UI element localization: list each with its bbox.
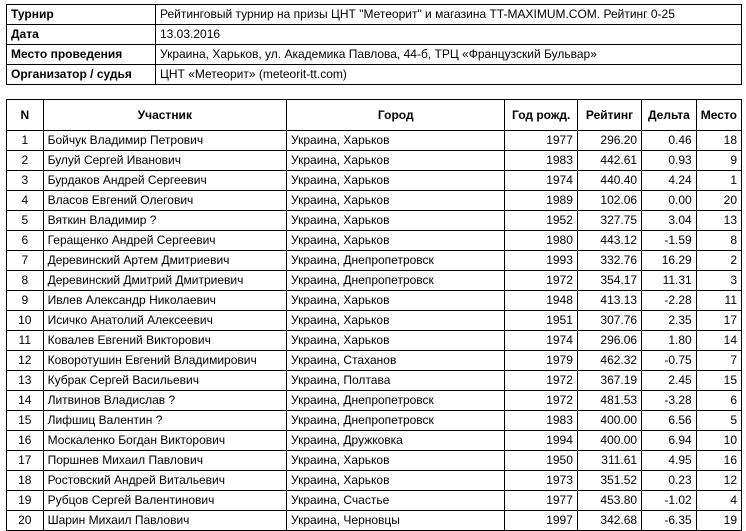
cell-number: 15 [7,411,44,431]
cell-rating: 296.06 [577,331,641,351]
cell-city: Украина, Харьков [287,171,505,191]
cell-participant: Москаленко Богдан Викторович [43,431,286,451]
venue-label: Место проведения [7,45,156,65]
cell-birth-year: 1983 [505,411,577,431]
cell-city: Украина, Днепропетровск [287,391,505,411]
cell-birth-year: 1977 [505,491,577,511]
cell-number: 3 [7,171,44,191]
cell-number: 4 [7,191,44,211]
cell-participant: Власов Евгений Олегович [43,191,286,211]
info-row-venue [7,45,742,65]
cell-city: Украина, Харьков [287,211,505,231]
cell-birth-year: 1950 [505,451,577,471]
cell-city: Украина, Харьков [287,291,505,311]
header-participant: Участник [43,100,286,131]
cell-city: Украина, Днепропетровск [287,251,505,271]
cell-participant: Поршнев Михаил Павлович [43,451,286,471]
cell-number: 9 [7,291,44,311]
organizer-label: Организатор / судья [7,65,156,85]
cell-delta: 1.80 [642,331,697,351]
cell-number: 19 [7,491,44,511]
organizer-value: ЦНТ «Метеорит» (meteorit-tt.com) [156,65,742,85]
header-birth-year: Год рожд. [505,100,577,131]
cell-number: 5 [7,211,44,231]
cell-rating: 400.00 [577,411,641,431]
date-label: Дата [7,25,156,45]
cell-delta: 11.31 [642,271,697,291]
cell-rating: 102.06 [577,191,641,211]
cell-birth-year: 1979 [505,351,577,371]
header-rating: Рейтинг [577,100,641,131]
cell-delta: 16.29 [642,251,697,271]
table-row [7,491,742,511]
cell-rating: 311.61 [577,451,641,471]
cell-number: 10 [7,311,44,331]
results-body [7,131,742,531]
cell-place: 3 [696,271,741,291]
cell-number: 14 [7,391,44,411]
cell-rating: 442.61 [577,151,641,171]
cell-participant: Ковалев Евгений Викторович [43,331,286,351]
table-row [7,231,742,251]
table-row [7,131,742,151]
cell-delta: 0.93 [642,151,697,171]
table-row [7,331,742,351]
cell-number: 16 [7,431,44,451]
cell-place: 15 [696,371,741,391]
cell-number: 18 [7,471,44,491]
cell-city: Украина, Харьков [287,471,505,491]
cell-participant: Бойчук Владимир Петрович [43,131,286,151]
cell-place: 2 [696,251,741,271]
table-row [7,431,742,451]
cell-delta: 4.24 [642,171,697,191]
cell-birth-year: 1980 [505,231,577,251]
cell-participant: Деревинский Артем Дмитриевич [43,251,286,271]
cell-number: 12 [7,351,44,371]
info-row-tournament [7,5,742,25]
cell-rating: 413.13 [577,291,641,311]
results-header-row [7,100,742,131]
cell-rating: 440.40 [577,171,641,191]
venue-value: Украина, Харьков, ул. Академика Павлова, 44-б, ТРЦ «Французский Бульвар» [156,45,742,65]
table-row [7,291,742,311]
header-city: Город [287,100,505,131]
table-row [7,451,742,471]
cell-place: 18 [696,131,741,151]
cell-place: 10 [696,431,741,451]
cell-birth-year: 1972 [505,271,577,291]
header-delta: Дельта [642,100,697,131]
cell-city: Украина, Дружковка [287,431,505,451]
table-row [7,351,742,371]
cell-delta: -1.02 [642,491,697,511]
cell-birth-year: 1973 [505,471,577,491]
cell-birth-year: 1997 [505,511,577,531]
cell-number: 2 [7,151,44,171]
cell-number: 17 [7,451,44,471]
table-row [7,411,742,431]
cell-city: Украина, Харьков [287,131,505,151]
cell-place: 5 [696,411,741,431]
cell-delta: -2.28 [642,291,697,311]
cell-rating: 332.76 [577,251,641,271]
cell-rating: 327.75 [577,211,641,231]
cell-rating: 400.00 [577,431,641,451]
cell-birth-year: 1983 [505,151,577,171]
cell-birth-year: 1972 [505,371,577,391]
cell-place: 13 [696,211,741,231]
table-row [7,511,742,531]
cell-birth-year: 1974 [505,331,577,351]
info-row-organizer [7,65,742,85]
cell-birth-year: 1972 [505,391,577,411]
cell-rating: 462.32 [577,351,641,371]
cell-place: 1 [696,171,741,191]
cell-rating: 296.20 [577,131,641,151]
cell-rating: 481.53 [577,391,641,411]
table-row [7,151,742,171]
cell-participant: Бурдаков Андрей Сергеевич [43,171,286,191]
cell-place: 4 [696,491,741,511]
cell-delta: -6.35 [642,511,697,531]
tournament-value: Рейтинговый турнир на призы ЦНТ "Метеорит" и магазина TT-MAXIMUM.COM. Рейтинг 0-25 [156,5,742,25]
cell-delta: -0.75 [642,351,697,371]
cell-city: Украина, Стаханов [287,351,505,371]
cell-participant: Рубцов Сергей Валентинович [43,491,286,511]
table-row [7,311,742,331]
cell-delta: 4.95 [642,451,697,471]
cell-number: 1 [7,131,44,151]
table-row [7,391,742,411]
cell-place: 7 [696,351,741,371]
info-row-date [7,25,742,45]
cell-birth-year: 1994 [505,431,577,451]
date-value: 13.03.2016 [156,25,742,45]
cell-city: Украина, Полтава [287,371,505,391]
header-place: Место [696,100,741,131]
table-row [7,171,742,191]
cell-number: 11 [7,331,44,351]
table-row [7,191,742,211]
cell-city: Украина, Харьков [287,151,505,171]
cell-delta: 6.94 [642,431,697,451]
cell-place: 17 [696,311,741,331]
cell-rating: 453.80 [577,491,641,511]
cell-number: 7 [7,251,44,271]
cell-birth-year: 1993 [505,251,577,271]
tournament-label: Турнир [7,5,156,25]
cell-city: Украина, Днепропетровск [287,271,505,291]
cell-city: Украина, Харьков [287,331,505,351]
cell-participant: Вяткин Владимир ? [43,211,286,231]
table-row [7,251,742,271]
cell-delta: 2.45 [642,371,697,391]
cell-delta: 0.23 [642,471,697,491]
cell-participant: Ростовский Андрей Витальевич [43,471,286,491]
cell-number: 8 [7,271,44,291]
table-row [7,271,742,291]
header-number: N [7,100,44,131]
cell-rating: 351.52 [577,471,641,491]
cell-number: 13 [7,371,44,391]
cell-birth-year: 1948 [505,291,577,311]
cell-place: 16 [696,451,741,471]
cell-city: Украина, Харьков [287,191,505,211]
cell-rating: 367.19 [577,371,641,391]
results-table [6,99,742,531]
cell-place: 12 [696,471,741,491]
cell-birth-year: 1952 [505,211,577,231]
cell-place: 6 [696,391,741,411]
table-row [7,371,742,391]
cell-delta: -1.59 [642,231,697,251]
cell-participant: Литвинов Владислав ? [43,391,286,411]
cell-participant: Шарин Михаил Павлович [43,511,286,531]
cell-birth-year: 1977 [505,131,577,151]
cell-city: Украина, Счастье [287,491,505,511]
cell-rating: 342.68 [577,511,641,531]
cell-delta: 0.00 [642,191,697,211]
cell-participant: Исичко Анатолий Алексеевич [43,311,286,331]
cell-birth-year: 1989 [505,191,577,211]
cell-place: 9 [696,151,741,171]
cell-participant: Лифшиц Валентин ? [43,411,286,431]
cell-participant: Ивлев Александр Николаевич [43,291,286,311]
cell-delta: -3.28 [642,391,697,411]
cell-number: 6 [7,231,44,251]
cell-delta: 2.35 [642,311,697,331]
table-row [7,471,742,491]
cell-delta: 6.56 [642,411,697,431]
cell-place: 11 [696,291,741,311]
cell-participant: Деревинский Дмитрий Дмитриевич [43,271,286,291]
cell-rating: 354.17 [577,271,641,291]
cell-place: 19 [696,511,741,531]
cell-number: 20 [7,511,44,531]
tournament-info-table [6,4,742,85]
cell-participant: Булуй Сергей Иванович [43,151,286,171]
cell-birth-year: 1974 [505,171,577,191]
cell-participant: Коворотушин Евгений Владимирович [43,351,286,371]
cell-delta: 0.46 [642,131,697,151]
cell-rating: 443.12 [577,231,641,251]
table-row [7,211,742,231]
cell-city: Украина, Харьков [287,451,505,471]
cell-city: Украина, Черновцы [287,511,505,531]
cell-city: Украина, Харьков [287,231,505,251]
cell-place: 8 [696,231,741,251]
cell-delta: 3.04 [642,211,697,231]
cell-place: 20 [696,191,741,211]
cell-place: 14 [696,331,741,351]
cell-participant: Кубрак Сергей Васильевич [43,371,286,391]
cell-city: Украина, Харьков [287,311,505,331]
cell-participant: Геращенко Андрей Сергеевич [43,231,286,251]
cell-birth-year: 1951 [505,311,577,331]
cell-city: Украина, Днепропетровск [287,411,505,431]
cell-rating: 307.76 [577,311,641,331]
